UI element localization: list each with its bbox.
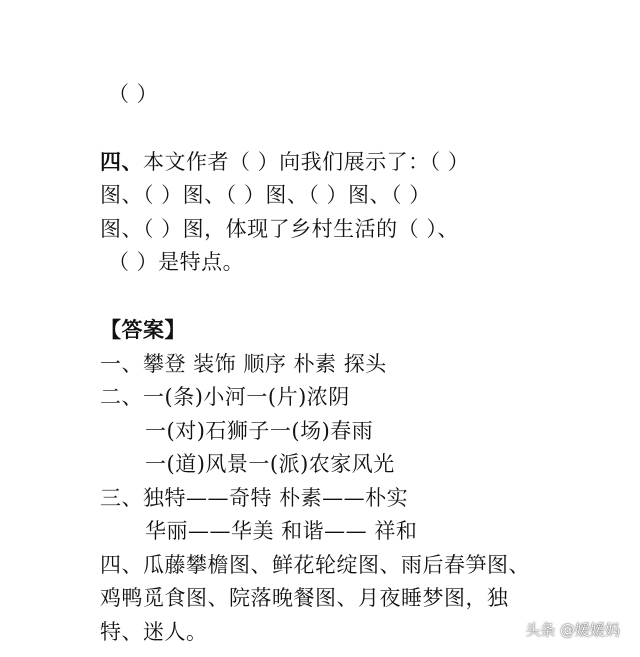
question4-line3: 图、（ ）图，体现了乡村生活的（ ）、 xyxy=(100,217,459,241)
question4-line2: 图、（ ）图、（ ）图、（ ）图、（ ） xyxy=(100,183,431,207)
answer-line: 鸡鸭觅食图、院落晚餐图、月夜睡梦图，独 xyxy=(100,586,509,610)
answer-line: 三、独特——奇特 朴素——朴实 xyxy=(100,486,409,510)
answer-line: 一(道)风景一(派)农家风光 xyxy=(145,452,395,476)
answer-line: 特、迷人。 xyxy=(100,620,208,644)
answer-line: 一、攀登 装饰 顺序 朴素 探头 xyxy=(100,352,387,376)
question4-line4: （ ）是特点。 xyxy=(108,250,245,274)
question4-line1-text: 本文作者（ ）向我们展示了：（ ） xyxy=(143,150,470,174)
question3-blank-line: （ ） xyxy=(108,82,159,106)
answers-title: 【答案】 xyxy=(100,317,186,342)
answer-line: 一(对)石狮子一(场)春雨 xyxy=(145,419,374,443)
watermark: 头条 @嫒嫒妈 xyxy=(525,621,620,639)
question4-line1 xyxy=(100,150,469,174)
answer-line: 四、瓜藤攀檐图、鲜花轮绽图、雨后春笋图、 xyxy=(100,553,530,577)
question4-label: 四、 xyxy=(100,149,143,174)
answer-line: 二、一(条)小河一(片)浓阴 xyxy=(100,385,350,409)
answer-line: 华丽——华美 和谐—— 祥和 xyxy=(145,519,418,543)
